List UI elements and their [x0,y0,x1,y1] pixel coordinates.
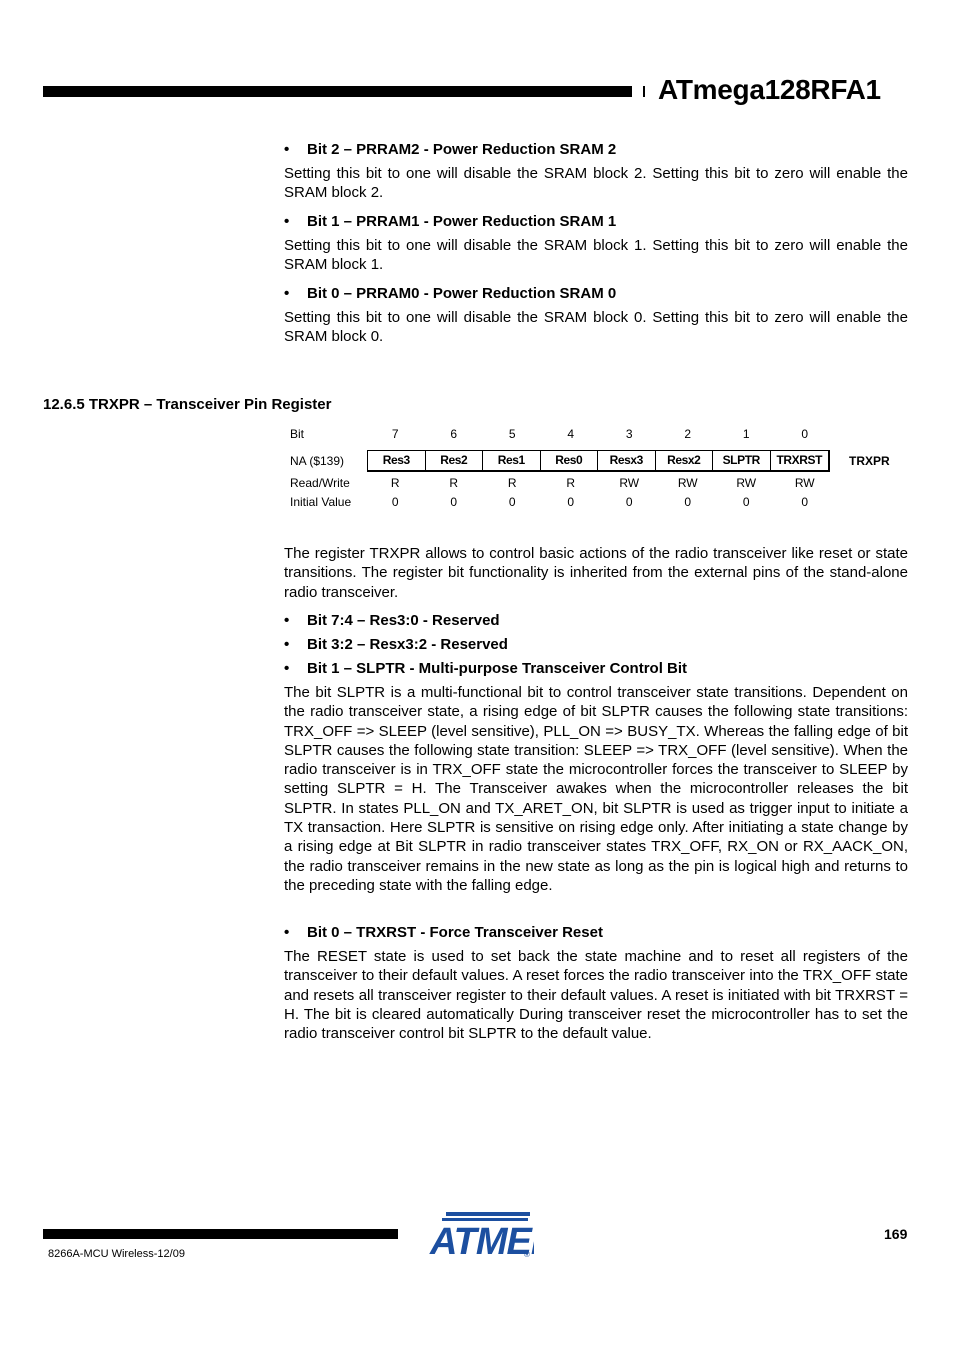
section-heading: 12.6.5 TRXPR – Transceiver Pin Register [43,396,332,413]
header-rule-tick [643,86,645,97]
bit-name-cell: Res0 [541,451,599,470]
rw-value: RW [619,476,640,490]
atmel-logo [428,1210,534,1265]
bit-label: Bit [290,427,305,441]
paragraph-prram2: Setting this bit to one will disable the SRAM block 2. Setting this bit to zero will enable the SRAM block 2. [284,165,908,202]
rw-value: R [390,476,400,490]
paragraph-intro: The register TRXPR allows to control basic actions of the radio transceiver like reset or state transitions. The register bit functionality is inherited from the external pins of the stand-alone radio transceiver. [284,545,908,601]
init-value: 0 [625,495,633,509]
bit-name-cell: Res3 [368,451,426,470]
paragraph-slptr: The bit SLPTR is a multi-functional bit to control transceiver state transitions. Dependent on the radio transceiver state, a rising edge of bit SLPTR causes the following state transitions: TRX_OFF => SLEEP (level sensitive), PLL_ON => BUSY_TX. Whereas the falling edge of bit SLPTR causes the following state transition: SLEEP => TRX_OFF (level sensitive). When the radio transceiver is in TRX_OFF state the microcontroller forces the transceiver to SLEEP by setting SLPTR = H. The Transceiver awakes when the microcontroller releases the bit SLPTR. In states PLL_ON and TX_ARET_ON, bit SLPTR is used as trigger input to initiate a TX transaction. Here SLPTR is sensitive on rising edge only. After initiating a state change by a rising edge at Bit SLPTR in radio transceiver states TRX_OFF, RX_ON or RX_AACK_ON, the radio transceiver remains in the new state as long as the pin is logical high and returns to the preceding state with the falling edge. [284,684,908,894]
paragraph-trxrst: The RESET state is used to set back the state machine and to reset all registers of the transceiver to their default values. A reset forces the radio transceiver into the TRX_OFF state and resets all transceiver register to their default values. A reset is initiated with bit TRXRST = H. The bit is cleared automatically During transceiver reset the microcontroller has to set the radio transceiver control bit SLPTR to the default value. [284,948,908,1043]
init-value: 0 [684,495,692,509]
paragraph-prram0: Setting this bit to one will disable the SRAM block 0. Setting this bit to zero will enable the SRAM block 0. [284,309,908,346]
bullet-prram1: • Bit 1 – PRRAM1 - Power Reduction SRAM 1 [284,213,617,230]
register-bit-names [367,450,830,472]
bullet-resx: • Bit 3:2 – Resx3:2 - Reserved [284,636,508,653]
paragraph-prram1: Setting this bit to one will disable the SRAM block 1. Setting this bit to zero will enable the SRAM block 1. [284,237,908,274]
bit-number: 0 [801,427,809,441]
init-value: 0 [567,495,575,509]
init-value: 0 [742,495,750,509]
bullet-slptr: • Bit 1 – SLPTR - Multi-purpose Transceiver Control Bit [284,660,688,677]
bullet-prram2: • Bit 2 – PRRAM2 - Power Reduction SRAM 2 [284,141,617,158]
init-value: 0 [391,495,399,509]
bullet-heading: Bit 1 – SLPTR - Multi-purpose Transceiver Control Bit [307,660,688,677]
footer-rule [43,1229,398,1239]
page-number: 169 [884,1226,908,1242]
bit-number: 4 [567,427,575,441]
bullet-heading: Bit 0 – PRRAM0 - Power Reduction SRAM 0 [307,285,617,302]
bullet-heading: Bit 2 – PRRAM2 - Power Reduction SRAM 2 [307,141,617,158]
rw-label: Read/Write [290,476,350,490]
document-title: ATmega128RFA1 [658,74,881,105]
bit-number: 7 [391,427,399,441]
register-name: TRXPR [849,454,890,468]
bit-name-cell: Res2 [426,451,484,470]
bullet-prram0: • Bit 0 – PRRAM0 - Power Reduction SRAM 0 [284,285,617,302]
bullet-trxrst: • Bit 0 – TRXRST - Force Transceiver Reset [284,924,603,941]
logo-wordmark: ATME [430,1221,531,1260]
init-value: 0 [450,495,458,509]
bit-name-cell: TRXRST [776,453,823,467]
rw-value: R [449,476,459,490]
bit-number: 2 [684,427,692,441]
rw-value: RW [736,476,757,490]
bit-name-cell: SLPTR [713,451,771,470]
bit-number: 1 [742,427,750,441]
init-label: Initial Value [290,495,352,509]
bit-name-cell: Resx2 [656,451,714,470]
bit-number: 6 [450,427,458,441]
rw-value: R [566,476,576,490]
init-value: 0 [801,495,809,509]
bit-name-cell: Resx3 [598,451,656,470]
header-rule [43,86,632,97]
bit-number: 3 [625,427,633,441]
bullet-res: • Bit 7:4 – Res3:0 - Reserved [284,612,500,629]
rw-value: RW [794,476,815,490]
bullet-heading: Bit 0 – TRXRST - Force Transceiver Reset [307,924,603,941]
bit-number: 5 [508,427,516,441]
rw-value: R [507,476,517,490]
bullet-heading: Bit 7:4 – Res3:0 - Reserved [307,612,500,629]
document-reference: 8266A-MCU Wireless-12/09 [48,1248,185,1260]
bit-name-cell: Res1 [483,451,541,470]
init-value: 0 [508,495,516,509]
logo-registered: ® [524,1250,530,1259]
rw-value: RW [677,476,698,490]
bullet-heading: Bit 3:2 – Resx3:2 - Reserved [307,636,508,653]
bullet-heading: Bit 1 – PRRAM1 - Power Reduction SRAM 1 [307,213,617,230]
